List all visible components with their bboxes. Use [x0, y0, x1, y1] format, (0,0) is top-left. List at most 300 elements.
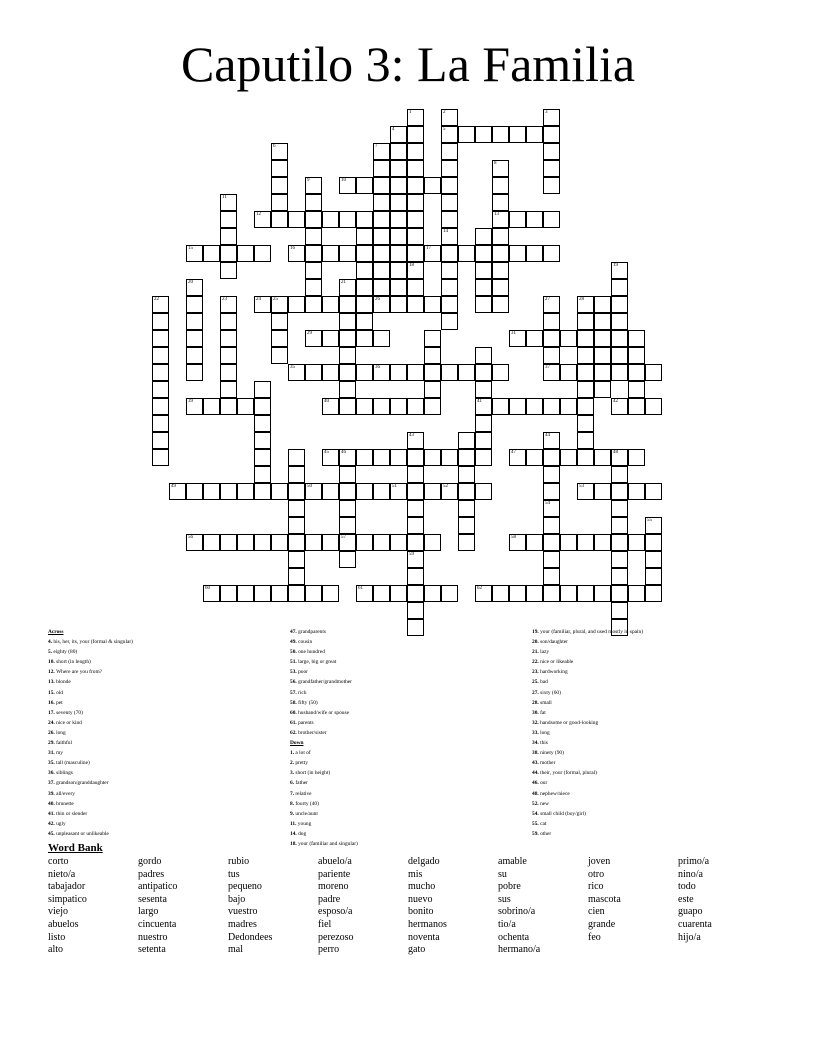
grid-cell[interactable]: [475, 449, 492, 466]
grid-cell[interactable]: [288, 585, 305, 602]
grid-cell[interactable]: [152, 313, 169, 330]
grid-cell[interactable]: [441, 296, 458, 313]
grid-cell[interactable]: [407, 211, 424, 228]
grid-cell[interactable]: [254, 585, 271, 602]
grid-cell[interactable]: [526, 534, 543, 551]
grid-cell[interactable]: [407, 551, 424, 568]
grid-cell[interactable]: [628, 585, 645, 602]
grid-cell[interactable]: [611, 500, 628, 517]
grid-cell[interactable]: [577, 585, 594, 602]
grid-cell[interactable]: [186, 330, 203, 347]
grid-cell[interactable]: [628, 347, 645, 364]
grid-cell[interactable]: [254, 245, 271, 262]
grid-cell[interactable]: [509, 534, 526, 551]
grid-cell[interactable]: [220, 262, 237, 279]
grid-cell[interactable]: [509, 449, 526, 466]
grid-cell[interactable]: [407, 449, 424, 466]
grid-cell[interactable]: [152, 296, 169, 313]
grid-cell[interactable]: [356, 364, 373, 381]
grid-cell[interactable]: [611, 602, 628, 619]
grid-cell[interactable]: [288, 500, 305, 517]
grid-cell[interactable]: [543, 177, 560, 194]
grid-cell[interactable]: [305, 211, 322, 228]
grid-cell[interactable]: [339, 211, 356, 228]
grid-cell[interactable]: [356, 398, 373, 415]
grid-cell[interactable]: [492, 262, 509, 279]
grid-cell[interactable]: [220, 313, 237, 330]
grid-cell[interactable]: [373, 364, 390, 381]
grid-cell[interactable]: [390, 398, 407, 415]
grid-cell[interactable]: [271, 177, 288, 194]
grid-cell[interactable]: [288, 568, 305, 585]
grid-cell[interactable]: [560, 585, 577, 602]
grid-cell[interactable]: [543, 517, 560, 534]
grid-cell[interactable]: [288, 364, 305, 381]
grid-cell[interactable]: [611, 262, 628, 279]
grid-cell[interactable]: [339, 466, 356, 483]
grid-cell[interactable]: [271, 330, 288, 347]
grid-cell[interactable]: [186, 483, 203, 500]
grid-cell[interactable]: [305, 262, 322, 279]
grid-cell[interactable]: [543, 126, 560, 143]
grid-cell[interactable]: [339, 296, 356, 313]
grid-cell[interactable]: [543, 568, 560, 585]
grid-cell[interactable]: [203, 534, 220, 551]
grid-cell[interactable]: [305, 245, 322, 262]
grid-cell[interactable]: [339, 330, 356, 347]
grid-cell[interactable]: [220, 585, 237, 602]
grid-cell[interactable]: [288, 551, 305, 568]
grid-cell[interactable]: [577, 347, 594, 364]
grid-cell[interactable]: [441, 279, 458, 296]
grid-cell[interactable]: [356, 483, 373, 500]
grid-cell[interactable]: [543, 109, 560, 126]
grid-cell[interactable]: [339, 177, 356, 194]
grid-cell[interactable]: [475, 228, 492, 245]
grid-cell[interactable]: [628, 449, 645, 466]
grid-cell[interactable]: [254, 466, 271, 483]
grid-cell[interactable]: [373, 534, 390, 551]
grid-cell[interactable]: [390, 585, 407, 602]
grid-cell[interactable]: [611, 534, 628, 551]
grid-cell[interactable]: [594, 313, 611, 330]
grid-cell[interactable]: [322, 211, 339, 228]
grid-cell[interactable]: [407, 245, 424, 262]
grid-cell[interactable]: [390, 449, 407, 466]
grid-cell[interactable]: [509, 330, 526, 347]
grid-cell[interactable]: [560, 398, 577, 415]
grid-cell[interactable]: [288, 449, 305, 466]
grid-cell[interactable]: [611, 279, 628, 296]
grid-cell[interactable]: [339, 551, 356, 568]
grid-cell[interactable]: [288, 245, 305, 262]
grid-cell[interactable]: [254, 211, 271, 228]
grid-cell[interactable]: [611, 347, 628, 364]
grid-cell[interactable]: [407, 568, 424, 585]
grid-cell[interactable]: [271, 483, 288, 500]
grid-cell[interactable]: [356, 228, 373, 245]
grid-cell[interactable]: [543, 364, 560, 381]
grid-cell[interactable]: [254, 415, 271, 432]
grid-cell[interactable]: [594, 364, 611, 381]
grid-cell[interactable]: [441, 449, 458, 466]
grid-cell[interactable]: [305, 585, 322, 602]
grid-cell[interactable]: [560, 449, 577, 466]
grid-cell[interactable]: [594, 381, 611, 398]
grid-cell[interactable]: [356, 211, 373, 228]
grid-cell[interactable]: [373, 296, 390, 313]
grid-cell[interactable]: [220, 211, 237, 228]
grid-cell[interactable]: [407, 296, 424, 313]
grid-cell[interactable]: [373, 279, 390, 296]
grid-cell[interactable]: [424, 381, 441, 398]
grid-cell[interactable]: [577, 432, 594, 449]
grid-cell[interactable]: [645, 534, 662, 551]
grid-cell[interactable]: [543, 211, 560, 228]
grid-cell[interactable]: [407, 483, 424, 500]
grid-cell[interactable]: [390, 364, 407, 381]
grid-cell[interactable]: [441, 211, 458, 228]
grid-cell[interactable]: [152, 449, 169, 466]
grid-cell[interactable]: [271, 534, 288, 551]
grid-cell[interactable]: [594, 347, 611, 364]
grid-cell[interactable]: [645, 364, 662, 381]
grid-cell[interactable]: [407, 500, 424, 517]
grid-cell[interactable]: [509, 211, 526, 228]
grid-cell[interactable]: [458, 534, 475, 551]
grid-cell[interactable]: [424, 398, 441, 415]
grid-cell[interactable]: [203, 483, 220, 500]
grid-cell[interactable]: [628, 364, 645, 381]
grid-cell[interactable]: [237, 534, 254, 551]
grid-cell[interactable]: [577, 313, 594, 330]
grid-cell[interactable]: [254, 449, 271, 466]
grid-cell[interactable]: [305, 279, 322, 296]
grid-cell[interactable]: [475, 398, 492, 415]
grid-cell[interactable]: [322, 534, 339, 551]
grid-cell[interactable]: [305, 194, 322, 211]
grid-cell[interactable]: [322, 330, 339, 347]
grid-cell[interactable]: [356, 313, 373, 330]
grid-cell[interactable]: [390, 177, 407, 194]
grid-cell[interactable]: [373, 177, 390, 194]
grid-cell[interactable]: [424, 296, 441, 313]
grid-cell[interactable]: [407, 109, 424, 126]
grid-cell[interactable]: [356, 296, 373, 313]
grid-cell[interactable]: [339, 483, 356, 500]
grid-cell[interactable]: [475, 296, 492, 313]
grid-cell[interactable]: [220, 534, 237, 551]
grid-cell[interactable]: [339, 313, 356, 330]
grid-cell[interactable]: [339, 500, 356, 517]
grid-cell[interactable]: [407, 466, 424, 483]
grid-cell[interactable]: [390, 126, 407, 143]
grid-cell[interactable]: [492, 585, 509, 602]
grid-cell[interactable]: [152, 364, 169, 381]
grid-cell[interactable]: [475, 279, 492, 296]
grid-cell[interactable]: [339, 245, 356, 262]
grid-cell[interactable]: [492, 160, 509, 177]
grid-cell[interactable]: [458, 466, 475, 483]
grid-cell[interactable]: [492, 211, 509, 228]
grid-cell[interactable]: [271, 313, 288, 330]
grid-cell[interactable]: [628, 398, 645, 415]
grid-cell[interactable]: [152, 398, 169, 415]
grid-cell[interactable]: [543, 160, 560, 177]
grid-cell[interactable]: [611, 466, 628, 483]
grid-cell[interactable]: [611, 398, 628, 415]
grid-cell[interactable]: [441, 194, 458, 211]
grid-cell[interactable]: [407, 398, 424, 415]
grid-cell[interactable]: [611, 313, 628, 330]
grid-cell[interactable]: [152, 347, 169, 364]
grid-cell[interactable]: [339, 449, 356, 466]
grid-cell[interactable]: [611, 568, 628, 585]
grid-cell[interactable]: [288, 534, 305, 551]
grid-cell[interactable]: [475, 245, 492, 262]
grid-cell[interactable]: [373, 245, 390, 262]
grid-cell[interactable]: [645, 568, 662, 585]
grid-cell[interactable]: [169, 483, 186, 500]
grid-cell[interactable]: [373, 194, 390, 211]
grid-cell[interactable]: [441, 313, 458, 330]
grid-cell[interactable]: [458, 483, 475, 500]
grid-cell[interactable]: [492, 398, 509, 415]
grid-cell[interactable]: [322, 483, 339, 500]
grid-cell[interactable]: [509, 245, 526, 262]
grid-cell[interactable]: [271, 160, 288, 177]
grid-cell[interactable]: [288, 211, 305, 228]
grid-cell[interactable]: [271, 296, 288, 313]
grid-cell[interactable]: [577, 296, 594, 313]
grid-cell[interactable]: [458, 500, 475, 517]
grid-cell[interactable]: [543, 534, 560, 551]
grid-cell[interactable]: [271, 347, 288, 364]
grid-cell[interactable]: [492, 279, 509, 296]
grid-cell[interactable]: [390, 211, 407, 228]
grid-cell[interactable]: [611, 330, 628, 347]
grid-cell[interactable]: [220, 381, 237, 398]
grid-cell[interactable]: [220, 398, 237, 415]
grid-cell[interactable]: [577, 449, 594, 466]
grid-cell[interactable]: [611, 364, 628, 381]
grid-cell[interactable]: [594, 296, 611, 313]
grid-cell[interactable]: [458, 364, 475, 381]
grid-cell[interactable]: [220, 296, 237, 313]
grid-cell[interactable]: [407, 194, 424, 211]
grid-cell[interactable]: [424, 177, 441, 194]
grid-cell[interactable]: [475, 432, 492, 449]
grid-cell[interactable]: [645, 398, 662, 415]
grid-cell[interactable]: [611, 296, 628, 313]
grid-cell[interactable]: [288, 483, 305, 500]
grid-cell[interactable]: [186, 296, 203, 313]
grid-cell[interactable]: [407, 143, 424, 160]
grid-cell[interactable]: [203, 245, 220, 262]
grid-cell[interactable]: [407, 602, 424, 619]
grid-cell[interactable]: [390, 194, 407, 211]
grid-cell[interactable]: [186, 398, 203, 415]
grid-cell[interactable]: [594, 330, 611, 347]
grid-cell[interactable]: [441, 585, 458, 602]
grid-cell[interactable]: [441, 109, 458, 126]
grid-cell[interactable]: [373, 398, 390, 415]
grid-cell[interactable]: [628, 534, 645, 551]
grid-cell[interactable]: [424, 347, 441, 364]
grid-cell[interactable]: [526, 211, 543, 228]
grid-cell[interactable]: [390, 279, 407, 296]
grid-cell[interactable]: [322, 296, 339, 313]
grid-cell[interactable]: [356, 330, 373, 347]
grid-cell[interactable]: [271, 585, 288, 602]
grid-cell[interactable]: [271, 143, 288, 160]
grid-cell[interactable]: [611, 551, 628, 568]
grid-cell[interactable]: [356, 534, 373, 551]
grid-cell[interactable]: [441, 160, 458, 177]
grid-cell[interactable]: [237, 483, 254, 500]
grid-cell[interactable]: [356, 279, 373, 296]
grid-cell[interactable]: [475, 483, 492, 500]
grid-cell[interactable]: [407, 126, 424, 143]
grid-cell[interactable]: [645, 517, 662, 534]
grid-cell[interactable]: [424, 585, 441, 602]
grid-cell[interactable]: [475, 364, 492, 381]
grid-cell[interactable]: [390, 245, 407, 262]
grid-cell[interactable]: [373, 262, 390, 279]
grid-cell[interactable]: [577, 364, 594, 381]
grid-cell[interactable]: [254, 381, 271, 398]
grid-cell[interactable]: [186, 364, 203, 381]
grid-cell[interactable]: [373, 160, 390, 177]
grid-cell[interactable]: [271, 211, 288, 228]
grid-cell[interactable]: [152, 432, 169, 449]
grid-cell[interactable]: [356, 245, 373, 262]
grid-cell[interactable]: [611, 517, 628, 534]
grid-cell[interactable]: [645, 585, 662, 602]
grid-cell[interactable]: [492, 245, 509, 262]
grid-cell[interactable]: [407, 534, 424, 551]
grid-cell[interactable]: [407, 177, 424, 194]
grid-cell[interactable]: [424, 245, 441, 262]
grid-cell[interactable]: [526, 126, 543, 143]
grid-cell[interactable]: [560, 330, 577, 347]
grid-cell[interactable]: [475, 347, 492, 364]
grid-cell[interactable]: [220, 330, 237, 347]
grid-cell[interactable]: [543, 432, 560, 449]
grid-cell[interactable]: [543, 466, 560, 483]
grid-cell[interactable]: [492, 296, 509, 313]
grid-cell[interactable]: [628, 381, 645, 398]
grid-cell[interactable]: [594, 449, 611, 466]
grid-cell[interactable]: [390, 160, 407, 177]
grid-cell[interactable]: [594, 534, 611, 551]
grid-cell[interactable]: [543, 330, 560, 347]
grid-cell[interactable]: [560, 534, 577, 551]
grid-cell[interactable]: [373, 228, 390, 245]
grid-cell[interactable]: [543, 449, 560, 466]
grid-cell[interactable]: [305, 534, 322, 551]
grid-cell[interactable]: [220, 194, 237, 211]
grid-cell[interactable]: [356, 177, 373, 194]
grid-cell[interactable]: [203, 398, 220, 415]
grid-cell[interactable]: [254, 483, 271, 500]
grid-cell[interactable]: [611, 449, 628, 466]
grid-cell[interactable]: [560, 364, 577, 381]
grid-cell[interactable]: [305, 330, 322, 347]
grid-cell[interactable]: [186, 313, 203, 330]
grid-cell[interactable]: [458, 449, 475, 466]
grid-cell[interactable]: [441, 262, 458, 279]
grid-cell[interactable]: [237, 245, 254, 262]
grid-cell[interactable]: [407, 228, 424, 245]
grid-cell[interactable]: [407, 160, 424, 177]
grid-cell[interactable]: [543, 551, 560, 568]
grid-cell[interactable]: [407, 432, 424, 449]
grid-cell[interactable]: [339, 398, 356, 415]
grid-cell[interactable]: [475, 262, 492, 279]
grid-cell[interactable]: [305, 177, 322, 194]
grid-cell[interactable]: [645, 483, 662, 500]
grid-cell[interactable]: [390, 534, 407, 551]
grid-cell[interactable]: [526, 398, 543, 415]
grid-cell[interactable]: [424, 483, 441, 500]
grid-cell[interactable]: [237, 585, 254, 602]
grid-cell[interactable]: [407, 279, 424, 296]
grid-cell[interactable]: [305, 483, 322, 500]
grid-cell[interactable]: [356, 585, 373, 602]
grid-cell[interactable]: [322, 398, 339, 415]
grid-cell[interactable]: [441, 364, 458, 381]
grid-cell[interactable]: [373, 211, 390, 228]
grid-cell[interactable]: [288, 517, 305, 534]
grid-cell[interactable]: [543, 398, 560, 415]
grid-cell[interactable]: [390, 228, 407, 245]
grid-cell[interactable]: [543, 245, 560, 262]
grid-cell[interactable]: [203, 585, 220, 602]
grid-cell[interactable]: [492, 194, 509, 211]
grid-cell[interactable]: [543, 585, 560, 602]
grid-cell[interactable]: [220, 483, 237, 500]
grid-cell[interactable]: [322, 245, 339, 262]
grid-cell[interactable]: [526, 245, 543, 262]
grid-cell[interactable]: [186, 347, 203, 364]
grid-cell[interactable]: [543, 296, 560, 313]
grid-cell[interactable]: [628, 483, 645, 500]
grid-cell[interactable]: [424, 330, 441, 347]
grid-cell[interactable]: [305, 296, 322, 313]
grid-cell[interactable]: [373, 330, 390, 347]
grid-cell[interactable]: [407, 364, 424, 381]
grid-cell[interactable]: [254, 432, 271, 449]
grid-cell[interactable]: [594, 483, 611, 500]
grid-cell[interactable]: [339, 517, 356, 534]
grid-cell[interactable]: [628, 330, 645, 347]
grid-cell[interactable]: [152, 330, 169, 347]
grid-cell[interactable]: [475, 126, 492, 143]
grid-cell[interactable]: [186, 245, 203, 262]
grid-cell[interactable]: [254, 296, 271, 313]
grid-cell[interactable]: [543, 313, 560, 330]
grid-cell[interactable]: [322, 364, 339, 381]
grid-cell[interactable]: [492, 364, 509, 381]
grid-cell[interactable]: [543, 500, 560, 517]
grid-cell[interactable]: [424, 449, 441, 466]
grid-cell[interactable]: [424, 534, 441, 551]
grid-cell[interactable]: [441, 143, 458, 160]
grid-cell[interactable]: [611, 483, 628, 500]
grid-cell[interactable]: [492, 126, 509, 143]
grid-cell[interactable]: [441, 228, 458, 245]
